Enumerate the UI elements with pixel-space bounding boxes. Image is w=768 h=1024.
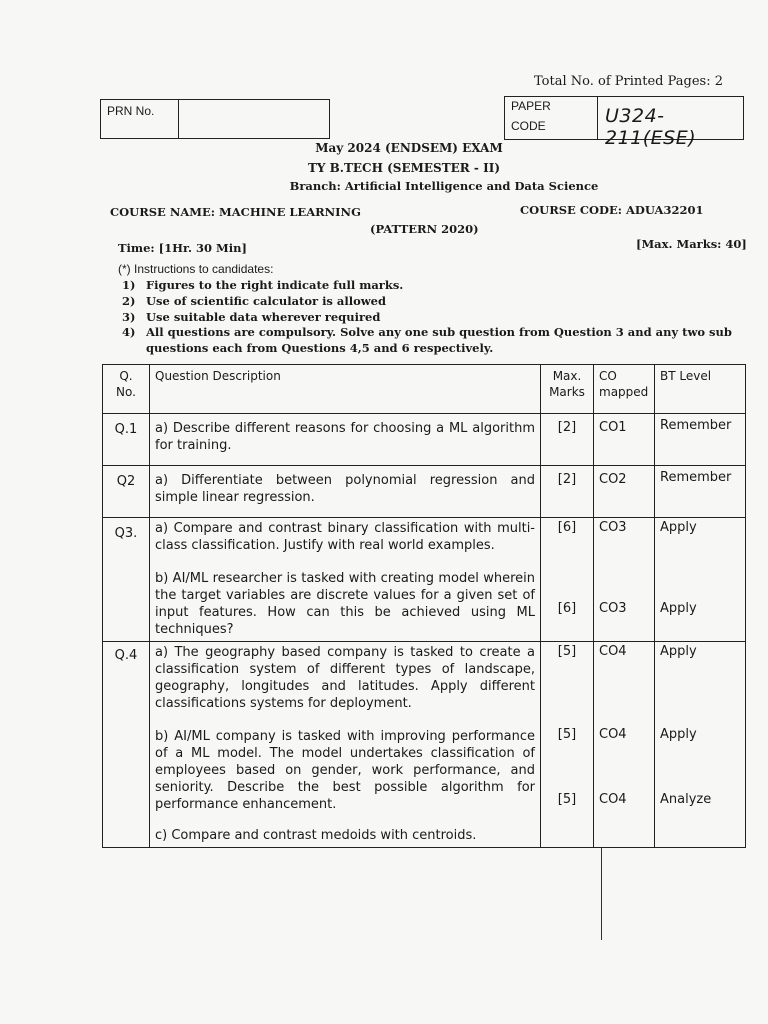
q-bt: Remember xyxy=(655,414,746,466)
code-label: CODE xyxy=(511,119,546,133)
instructions-heading: (*) Instructions to candidates: xyxy=(118,262,274,276)
q-marks: [6] xyxy=(557,601,577,616)
header-qno: Q. No. xyxy=(103,365,150,414)
q-bt: Apply xyxy=(660,727,697,742)
q-bt-cell xyxy=(655,518,746,642)
pattern: (PATTERN 2020) xyxy=(370,222,479,236)
q-marks-cell xyxy=(541,518,594,642)
margin-line xyxy=(601,848,602,940)
q-bt: Apply xyxy=(660,520,697,535)
instruction-item xyxy=(122,277,752,293)
instruction-num: 2) xyxy=(122,294,136,308)
course-name: COURSE NAME: MACHINE LEARNING xyxy=(110,205,361,219)
instruction-item xyxy=(122,293,752,309)
prn-divider xyxy=(178,100,179,138)
q-co: CO4 xyxy=(599,727,627,742)
instruction-num: 3) xyxy=(122,310,136,324)
q-part-text: c) Compare and contrast medoids with centroids. xyxy=(155,828,477,843)
header-bt: BT Level xyxy=(655,365,746,414)
q-description xyxy=(150,466,541,518)
branch-title: Branch: Artificial Intelligence and Data Science xyxy=(289,179,599,193)
table-row xyxy=(103,414,746,466)
q-co: CO3 xyxy=(599,601,627,616)
instruction-text: Use suitable data wherever required xyxy=(146,310,381,324)
total-pages: Total No. of Printed Pages: 2 xyxy=(534,74,724,89)
table-header-row xyxy=(103,365,746,414)
q-marks: [5] xyxy=(557,792,577,807)
q-number: Q2 xyxy=(103,466,150,518)
exam-title: May 2024 (ENDSEM) EXAM xyxy=(315,141,503,155)
q-co-cell xyxy=(594,642,655,848)
table-row xyxy=(103,642,746,848)
q-bt: Analyze xyxy=(660,792,712,807)
q-co: CO2 xyxy=(594,466,655,518)
q-co: CO4 xyxy=(599,792,627,807)
instruction-item xyxy=(122,324,752,356)
header-co: CO mapped xyxy=(594,365,655,414)
q-co: CO1 xyxy=(594,414,655,466)
instruction-continuation: questions each from Questions 4,5 and 6 respectively. xyxy=(146,341,494,355)
q-co: CO4 xyxy=(599,644,627,659)
q-marks: [6] xyxy=(557,520,577,535)
course-code: COURSE CODE: ADUA32201 xyxy=(520,203,704,217)
instruction-text: Use of scientific calculator is allowed xyxy=(146,294,387,308)
paper-label: PAPER xyxy=(511,99,551,113)
q-part-text: a) Describe different reasons for choosing a ML algorithm for training. xyxy=(155,421,535,453)
q-part-text: a) Differentiate between polynomial regression and simple linear regression. xyxy=(155,473,535,505)
q-marks: [5] xyxy=(557,644,577,659)
questions-table xyxy=(102,364,746,848)
paper-code-value: U324-211(ESE) xyxy=(605,105,697,149)
instruction-num: 4) xyxy=(122,325,136,339)
prn-box xyxy=(100,99,330,139)
instruction-item xyxy=(122,309,752,325)
q-number: Q.1 xyxy=(103,414,150,466)
table-row xyxy=(103,518,746,642)
program-title: TY B.TECH (SEMESTER - II) xyxy=(307,161,500,175)
q-marks: [5] xyxy=(557,727,577,742)
q-marks-cell xyxy=(541,642,594,848)
prn-label: PRN No. xyxy=(107,104,155,118)
max-marks: [Max. Marks: 40] xyxy=(636,237,747,251)
q-description xyxy=(150,414,541,466)
table-row xyxy=(103,466,746,518)
q-description xyxy=(150,518,541,642)
q-bt: Remember xyxy=(655,466,746,518)
q-part-text: b) AI/ML company is tasked with improving performance of a ML model. The model undertakes classification of employees based on gender, work performance, and seniority. Describe the best possible algorithm for performance enhancement. xyxy=(155,729,535,812)
q-bt: Apply xyxy=(660,644,697,659)
q-part-text: a) Compare and contrast binary classification with multi-class classification. Justify with real world examples. xyxy=(155,521,535,553)
paper-code-box xyxy=(504,96,744,149)
header-marks: Max. Marks xyxy=(541,365,594,414)
q-description xyxy=(150,642,541,848)
q-co: CO3 xyxy=(599,520,627,535)
q-part-text: a) The geography based company is tasked to create a classification system of different types of landscape, geography, longitudes and latitudes. Apply different classifications systems for deployment. xyxy=(155,645,535,711)
q-marks: [2] xyxy=(541,466,594,518)
q-bt-cell xyxy=(655,642,746,848)
instruction-text: All questions are compulsory. Solve any one sub question from Question 3 and any two sub xyxy=(146,325,732,339)
exam-time: Time: [1Hr. 30 Min] xyxy=(118,241,247,255)
q-marks: [2] xyxy=(541,414,594,466)
code-divider xyxy=(597,97,598,139)
q-part-text: b) AI/ML researcher is tasked with creating model wherein the target variables are discrete values for a given set of input features. How can this be achieved using ML techniques? xyxy=(155,571,535,637)
instruction-text: Figures to the right indicate full marks. xyxy=(146,278,404,292)
instruction-num: 1) xyxy=(122,278,136,292)
q-co-cell xyxy=(594,518,655,642)
header-desc: Question Description xyxy=(150,365,541,414)
q-number: Q.4 xyxy=(103,642,150,848)
q-bt: Apply xyxy=(660,601,697,616)
q-number: Q3. xyxy=(103,518,150,642)
